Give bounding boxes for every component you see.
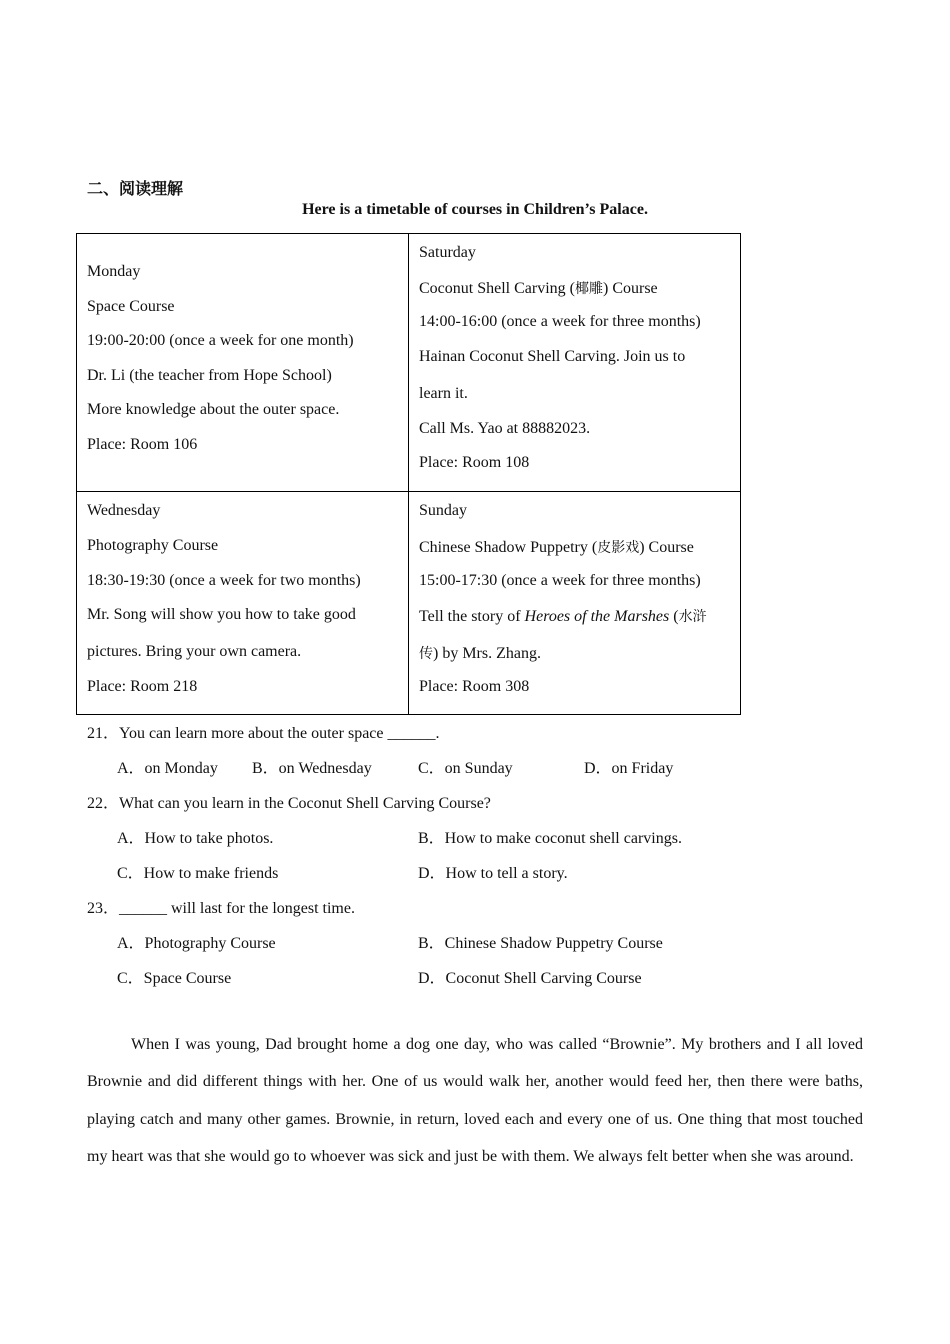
sunday-desc-1-italic: Heroes of the Marshes (524, 608, 670, 625)
saturday-cell (409, 234, 740, 492)
monday-cell (77, 234, 409, 492)
question-22-option-d[interactable]: D．How to tell a story. (418, 865, 568, 882)
sunday-place: Place: Room 308 (419, 678, 530, 695)
sunday-course-pre: Chinese Shadow Puppetry ( (419, 539, 598, 556)
sunday-cell (409, 492, 740, 714)
monday-course: Space Course (87, 298, 175, 315)
sunday-desc-2 (419, 643, 541, 663)
sunday-course-post: ) Course (639, 539, 694, 556)
timetable-title: Here is a timetable of courses in Children’s Palace. (302, 201, 648, 218)
wednesday-place: Place: Room 218 (87, 678, 198, 695)
saturday-desc-2: learn it. (419, 385, 468, 402)
question-23-option-a[interactable]: A．Photography Course (117, 935, 276, 952)
wednesday-course: Photography Course (87, 537, 219, 554)
section-title: 二、阅读理解 (87, 179, 184, 198)
question-21-option-c[interactable]: C．on Sunday (418, 760, 513, 777)
question-23-option-b[interactable]: B．Chinese Shadow Puppetry Course (418, 935, 663, 952)
sunday-desc-1-post: ( (669, 608, 679, 625)
wednesday-desc-1: Mr. Song will show you how to take good (87, 606, 356, 623)
saturday-day: Saturday (419, 244, 476, 261)
saturday-course-post: ) Course (602, 280, 658, 297)
saturday-desc-1: Hainan Coconut Shell Carving. Join us to (419, 348, 686, 365)
sunday-time: 15:00-17:30 (once a week for three months) (419, 572, 701, 589)
question-21-option-b[interactable]: B．on Wednesday (252, 760, 372, 777)
saturday-place: Place: Room 108 (419, 454, 530, 471)
sunday-course-cjk: 皮影戏 (597, 540, 640, 556)
question-23-option-c[interactable]: C．Space Course (117, 970, 232, 987)
sunday-day: Sunday (419, 502, 467, 519)
question-22: 22．What can you learn in the Coconut Shell Carving Course? (87, 795, 491, 812)
question-21-option-d[interactable]: D．on Friday (584, 760, 674, 777)
sunday-desc-2-post: ) by Mrs. Zhang. (433, 645, 541, 662)
monday-day: Monday (87, 263, 141, 280)
question-23-option-d[interactable]: D．Coconut Shell Carving Course (418, 970, 642, 987)
saturday-course-pre: Coconut Shell Carving ( (419, 280, 575, 297)
monday-desc: More knowledge about the outer space. (87, 401, 340, 418)
question-22-option-c[interactable]: C．How to make friends (117, 865, 279, 882)
saturday-course (419, 278, 658, 298)
question-21-option-a[interactable]: A．on Monday (117, 760, 218, 777)
wednesday-cell (77, 492, 409, 714)
sunday-desc-2-cjk: 传 (419, 646, 433, 662)
reading-passage: When I was young, Dad brought home a dog one day, who was called “Brownie”. My brothers and I all loved Brownie and did different things with her. One of us would walk her, another would feed her, then there were baths, playing catch and many other games. Brownie, in return, loved each and every one of us. One thing that most touched my heart was that she would go to whoever was sick and just be with them. We always felt better when she was around. (87, 1036, 863, 1166)
wednesday-day: Wednesday (87, 502, 161, 519)
sunday-desc-1-cjk: 水浒 (678, 609, 707, 625)
wednesday-time: 18:30-19:30 (once a week for two months) (87, 572, 361, 589)
question-22-option-a[interactable]: A．How to take photos. (117, 830, 274, 847)
monday-teacher: Dr. Li (the teacher from Hope School) (87, 367, 332, 384)
monday-place: Place: Room 106 (87, 436, 198, 453)
timetable (76, 233, 741, 715)
question-23: 23．______ will last for the longest time. (87, 900, 355, 917)
sunday-course (419, 537, 694, 557)
monday-time: 19:00-20:00 (once a week for one month) (87, 332, 354, 349)
question-21: 21．You can learn more about the outer space ______. (87, 725, 440, 742)
saturday-call: Call Ms. Yao at 88882023. (419, 420, 591, 437)
sunday-desc-1-pre: Tell the story of (419, 608, 525, 625)
sunday-desc-1 (419, 606, 707, 626)
saturday-course-cjk: 椰雕 (574, 281, 603, 297)
wednesday-desc-2: pictures. Bring your own camera. (87, 643, 302, 660)
question-22-option-b[interactable]: B．How to make coconut shell carvings. (418, 830, 682, 847)
saturday-time: 14:00-16:00 (once a week for three months) (419, 313, 701, 330)
